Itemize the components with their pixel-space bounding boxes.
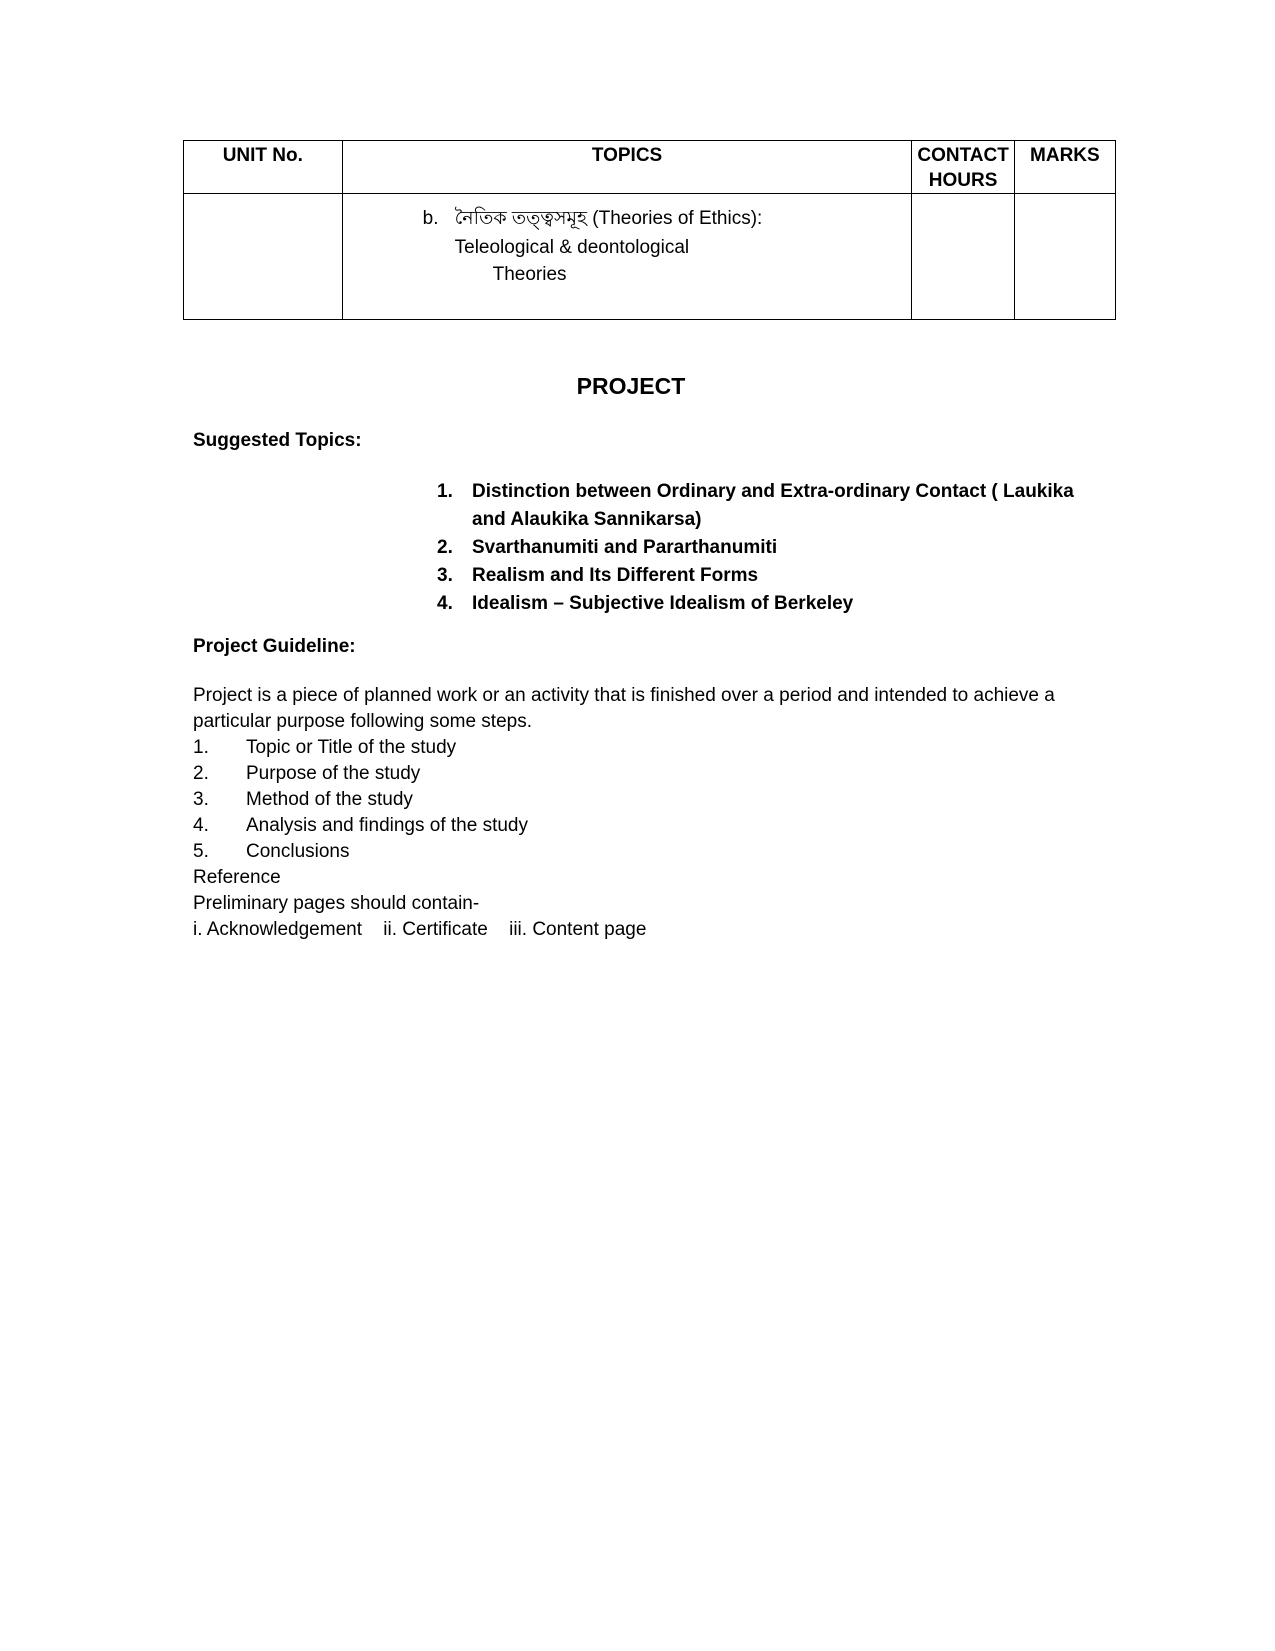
header-marks: MARKS <box>1014 141 1115 194</box>
header-topics: TOPICS <box>342 141 912 194</box>
list-item <box>193 839 1093 865</box>
header-unit: UNIT No. <box>184 141 343 194</box>
suggested-topics-list <box>437 478 1077 618</box>
project-heading: PROJECT <box>576 373 686 399</box>
cell-marks <box>1014 194 1115 320</box>
step-number: 4. <box>193 815 209 836</box>
list-item-number: 1. <box>437 481 453 502</box>
topic-title-line <box>423 204 763 236</box>
topic-marker: b. <box>422 208 439 229</box>
list-item <box>193 813 1093 839</box>
list-item-text: Svarthanumiti and Pararthanumiti <box>472 537 778 558</box>
list-item <box>193 761 1093 787</box>
list-item-number: 3. <box>437 565 453 586</box>
list-item-number: 4. <box>437 593 453 614</box>
list-item <box>437 534 1077 562</box>
guideline-steps <box>193 735 1093 865</box>
topic-title: নৈতিক তত্ত্বসমূহ (Theories of Ethics): <box>454 208 763 229</box>
step-text: Purpose of the study <box>246 763 421 784</box>
preliminary-item-certificate: ii. Certificate <box>383 919 488 940</box>
step-text: Topic or Title of the study <box>246 737 457 758</box>
step-number: 5. <box>193 841 209 862</box>
header-contact-hours <box>912 141 1014 194</box>
cell-contact-hours <box>912 194 1014 320</box>
project-guideline-label: Project Guideline: <box>193 636 356 657</box>
step-number: 2. <box>193 763 209 784</box>
step-text: Conclusions <box>246 841 350 862</box>
preliminary-intro: Preliminary pages should contain- <box>193 893 480 914</box>
list-item <box>437 478 1077 534</box>
list-item-number: 2. <box>437 537 453 558</box>
step-number: 3. <box>193 789 209 810</box>
list-item <box>437 590 1077 618</box>
header-contact-hours-line2: HOURS <box>928 170 998 191</box>
list-item-text: Idealism – Subjective Idealism of Berkeley <box>472 593 854 614</box>
cell-topics <box>342 194 912 320</box>
step-number: 1. <box>193 737 209 758</box>
list-item-text: Realism and Its Different Forms <box>472 565 759 586</box>
header-contact-hours-line1: CONTACT <box>917 145 1009 166</box>
list-item <box>193 735 1093 761</box>
cell-unit <box>184 194 343 320</box>
step-text: Method of the study <box>246 789 413 810</box>
list-item <box>193 787 1093 813</box>
preliminary-item-content-page: iii. Content page <box>509 919 647 940</box>
table-row <box>184 194 1116 320</box>
suggested-topics-label: Suggested Topics: <box>193 430 362 451</box>
project-guideline-body <box>193 683 1093 943</box>
syllabus-table <box>183 140 1116 320</box>
reference-text: Reference <box>193 867 281 888</box>
list-item-text: Distinction between Ordinary and Extra-ordinary Contact ( Laukika and Alaukika Sannikarsa) <box>472 481 1074 530</box>
preliminary-items <box>193 917 1093 943</box>
guideline-intro: Project is a piece of planned work or an activity that is finished over a period and intended to achieve a particular purpose following some steps. <box>193 685 1055 732</box>
list-item <box>437 562 1077 590</box>
topic-line-3: Theories <box>492 264 567 285</box>
step-text: Analysis and findings of the study <box>246 815 529 836</box>
table-header-row <box>184 141 1116 194</box>
preliminary-item-acknowledgement: i. Acknowledgement <box>193 919 362 940</box>
topic-line-2: Teleological & deontological <box>454 237 690 258</box>
